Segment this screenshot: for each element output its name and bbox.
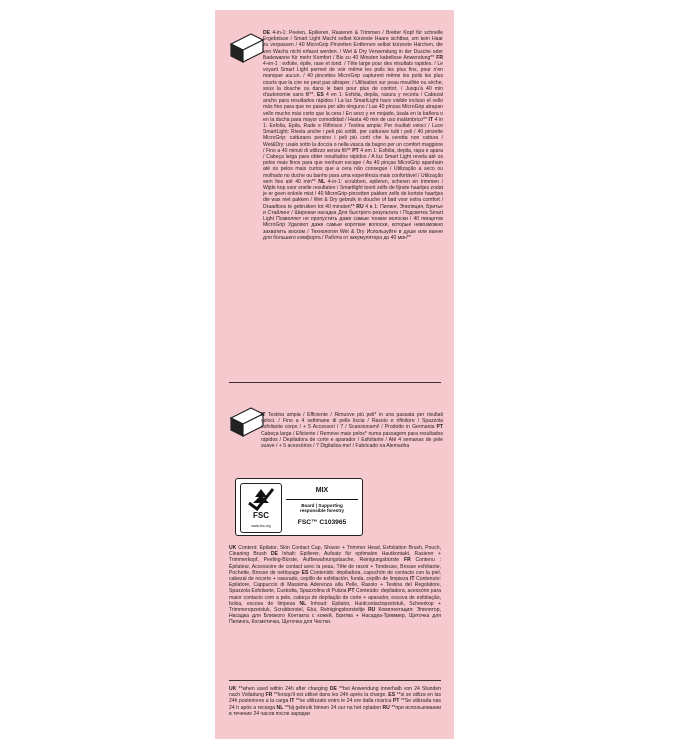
multilang-features-text: DE 4-in-1: Peelen, Epilieren, Rasieren & Trimmen / Breiter Kopf für schnelle Ergebnisse / Smart Light Macht selbst kürzeste Haare sichtbar, um kein Haar zu verpassen / 40 MicroGrip Pinzetten Entfernen selbst kürzeste Härchen, die von Wachs nicht erfasst werden. / Wet & Dry Verwendung in der Dusche oder Badewanne für mehr Komfort / Bis zu 40 Minuten kabellose Anwendung** FR 4-en-1 : exfolie, épile, rase et tond. / Tête large pour des résultats rapides. / Le voyant Smart Light permet de voir même les poils les plus fins, pour n'en manquer aucun. / 40 pincettes MicroGrip capturent même les poils les plus courts que la cire ne peut pas attraper. / Utilisation sur peau mouillée ou sèche, sous la douche ou dans le bain pour plus de confort. / Jusqu'à 40 min d'autonomie sans fil**. ES 4 en 1: Exfolia, depila, rasura y recorta / Cabezal ancho para resultados rápidos / La luz SmartLight hace visible incluso el vello más fino para que no pases por alto ninguno / Las 40 pinzas MicroGrip atrapan vello mucho más corto que la cera / En seco y en mojado, úsala en la bañera o en la ducha para mayor comodidad / Hasta 40 min de uso inalámbrico** IT 4 in 1: Esfolia, Epila, Rade e Rifinisce / Testina ampia: Per risultati veloci / Luce SmartLight: Rivela anche i peli più sottili, per catturare tutti i peli / 40 pinzette MicroGrip: catturano persino i peli più corti che la ceretta non cattura / Wet&Dry: usalo sotto la doccia o nella vasca da bagno per un comfort maggiore / Fino a 40 minuti di utilizzo senza fili** PT 4 em 1: Esfolia, depila, rapa e apara / Cabeça larga para obter resultados rápidos / A luz Smart Light revela até os pelos mais finos para que nenhum escape / As 40 pinças MicroGrip apanham até os pelos mais curtos que a cera não consegue / Utilização a seco ou molhado no duche ou banho para uma experiência mais confortável / Utilização sem fios até 40 min** NL 4-in-1: scrubben, epileren, scheren en trimmen / Wijde kop voor snelle resultaten / Smartlight toont zelfs de fijnste haartjes zodat je er geen enkele mist / 40 MicroGrip-pincetten pakken zelfs de kortste haartjes die wax niet pakken / Wet & Dry gebruik in douche of bad voor extra comfort / Draadloos te gebruiken tot 40 minuten** RU 4 в 1: Пилинг, Эпиляция, Бритье и Стайлинг / Широкая насадка Для быстрого результата / Подсветка Smart Light Позволяет не пропустить даже самые тонкие волоски / 40 пинцетов MicroGrip Удаляют даже самые короткие волоски, которые невозможно захватить воском / Технология Wet & Dry Используйте в душе или ванне для большего комфорта / Работа от аккумулятора до 40 мин** — [263, 30, 444, 241]
divider-line-2 — [229, 680, 441, 681]
fsc-certification-logo — [235, 478, 363, 536]
fsc-website: www.fsc.org — [251, 524, 271, 528]
contents-text: UK Content: Epilator, Skin Contact Cap, Shaver + Trimmer Head, Exfoliation Brush, Pouch, Cleaning Brush DE Inhalt: Epilierer, Aufsatz für optimalen Hautkontakt, Rasierer + Trimmerkopf, Peeling-Bürste, Aufbewahrungstasche, Reinigungsbürste FR Contenu : Épilateur, Accessoire de contact avec la peau, Tête de rasoir + Tondeuse, Brosse exfoliante, Pochette, Brosse de nettoyage ES Contenido: depiladora, capuchón de contacto con la piel, cabezal de recorte + rasurado, cepillo de exfoliación, funda, cepillo de limpieza IT Contenuto: Epilatore, Cappuccio di Massima Aderenza alla Pelle, Rasoio + Testina del Regolatore, Spazzola Esfoliante, Custodia, Spazzolina di Pulizia PT Conteúdo: depiladora, acessório para maior contacto com a pele, cabeça de depilação de corte + aparador, escova de esfoliação, bolsa, escova de limpeza NL Inhoud: Epilator, Huidcontactopzetstuk, Scheerkop + Trimmeropzetstuk, Scrubborstel, Etui, Reinigingsborsteltje RU Комплектация: Эпилятор, Насадка для Близкого Контакта с кожей, Бритва + Насадка-Триммер, Щеточка для Пилинга, Косметичка, Щеточка для Чистки. — [229, 545, 442, 626]
charging-footnote-text: UK **when used within 24h after charging DE **bei Anwendung innerhalb von 24 Stunden nach Volladung FR **lorsqu'il est utilisé dans les 24h après la charge. ES **si se utiliza en las 24h posteriores a la carga IT **se utilizzato entro le 24 ore dalla ricarica PT **Se utilizada nas 24 h após a recarga NL **bij gebruik binnen 24 uur na het opladen RU **при использовании в течение 24 часов после зарядки — [229, 686, 442, 717]
fsc-mix-label: MIX — [315, 487, 329, 494]
divider-line — [229, 382, 441, 383]
fsc-board-line2: responsible forestry — [299, 508, 345, 514]
fsc-license-code: FSC™ C103965 — [297, 519, 347, 526]
product-head-icon — [229, 404, 265, 438]
product-box-icon — [229, 30, 265, 64]
fsc-board-text — [286, 503, 358, 514]
fsc-board-line1: Board | Supporting — [301, 503, 343, 508]
fsc-tree-logo — [240, 483, 282, 533]
tree-checkmark-icon — [241, 485, 281, 511]
head-features-text-lead: IT Testina ampia / Efficiente / Rimuove più peli* in una passata per risultati veloci. / Fino a 4 settimane di pelle liscia / Rasoio e rifinitore / Spazzola esfoliante corpo / + 5 Accessori / 7 / Scansionami! / Prodotto in Germania PT Cabeça larga / Eficiente / Remove mais pelos* numa passagem para resultados rápidos / Depiladora de corte e aparador / Esfoliante / Até 4 semanas de pele suave / + 5 acessórios / 7 Digitaliza-me! / Fabricado na Alemanha — [261, 412, 443, 450]
fsc-divider — [286, 499, 358, 500]
fsc-label: FSC — [253, 511, 269, 520]
packaging-panel — [215, 10, 454, 739]
